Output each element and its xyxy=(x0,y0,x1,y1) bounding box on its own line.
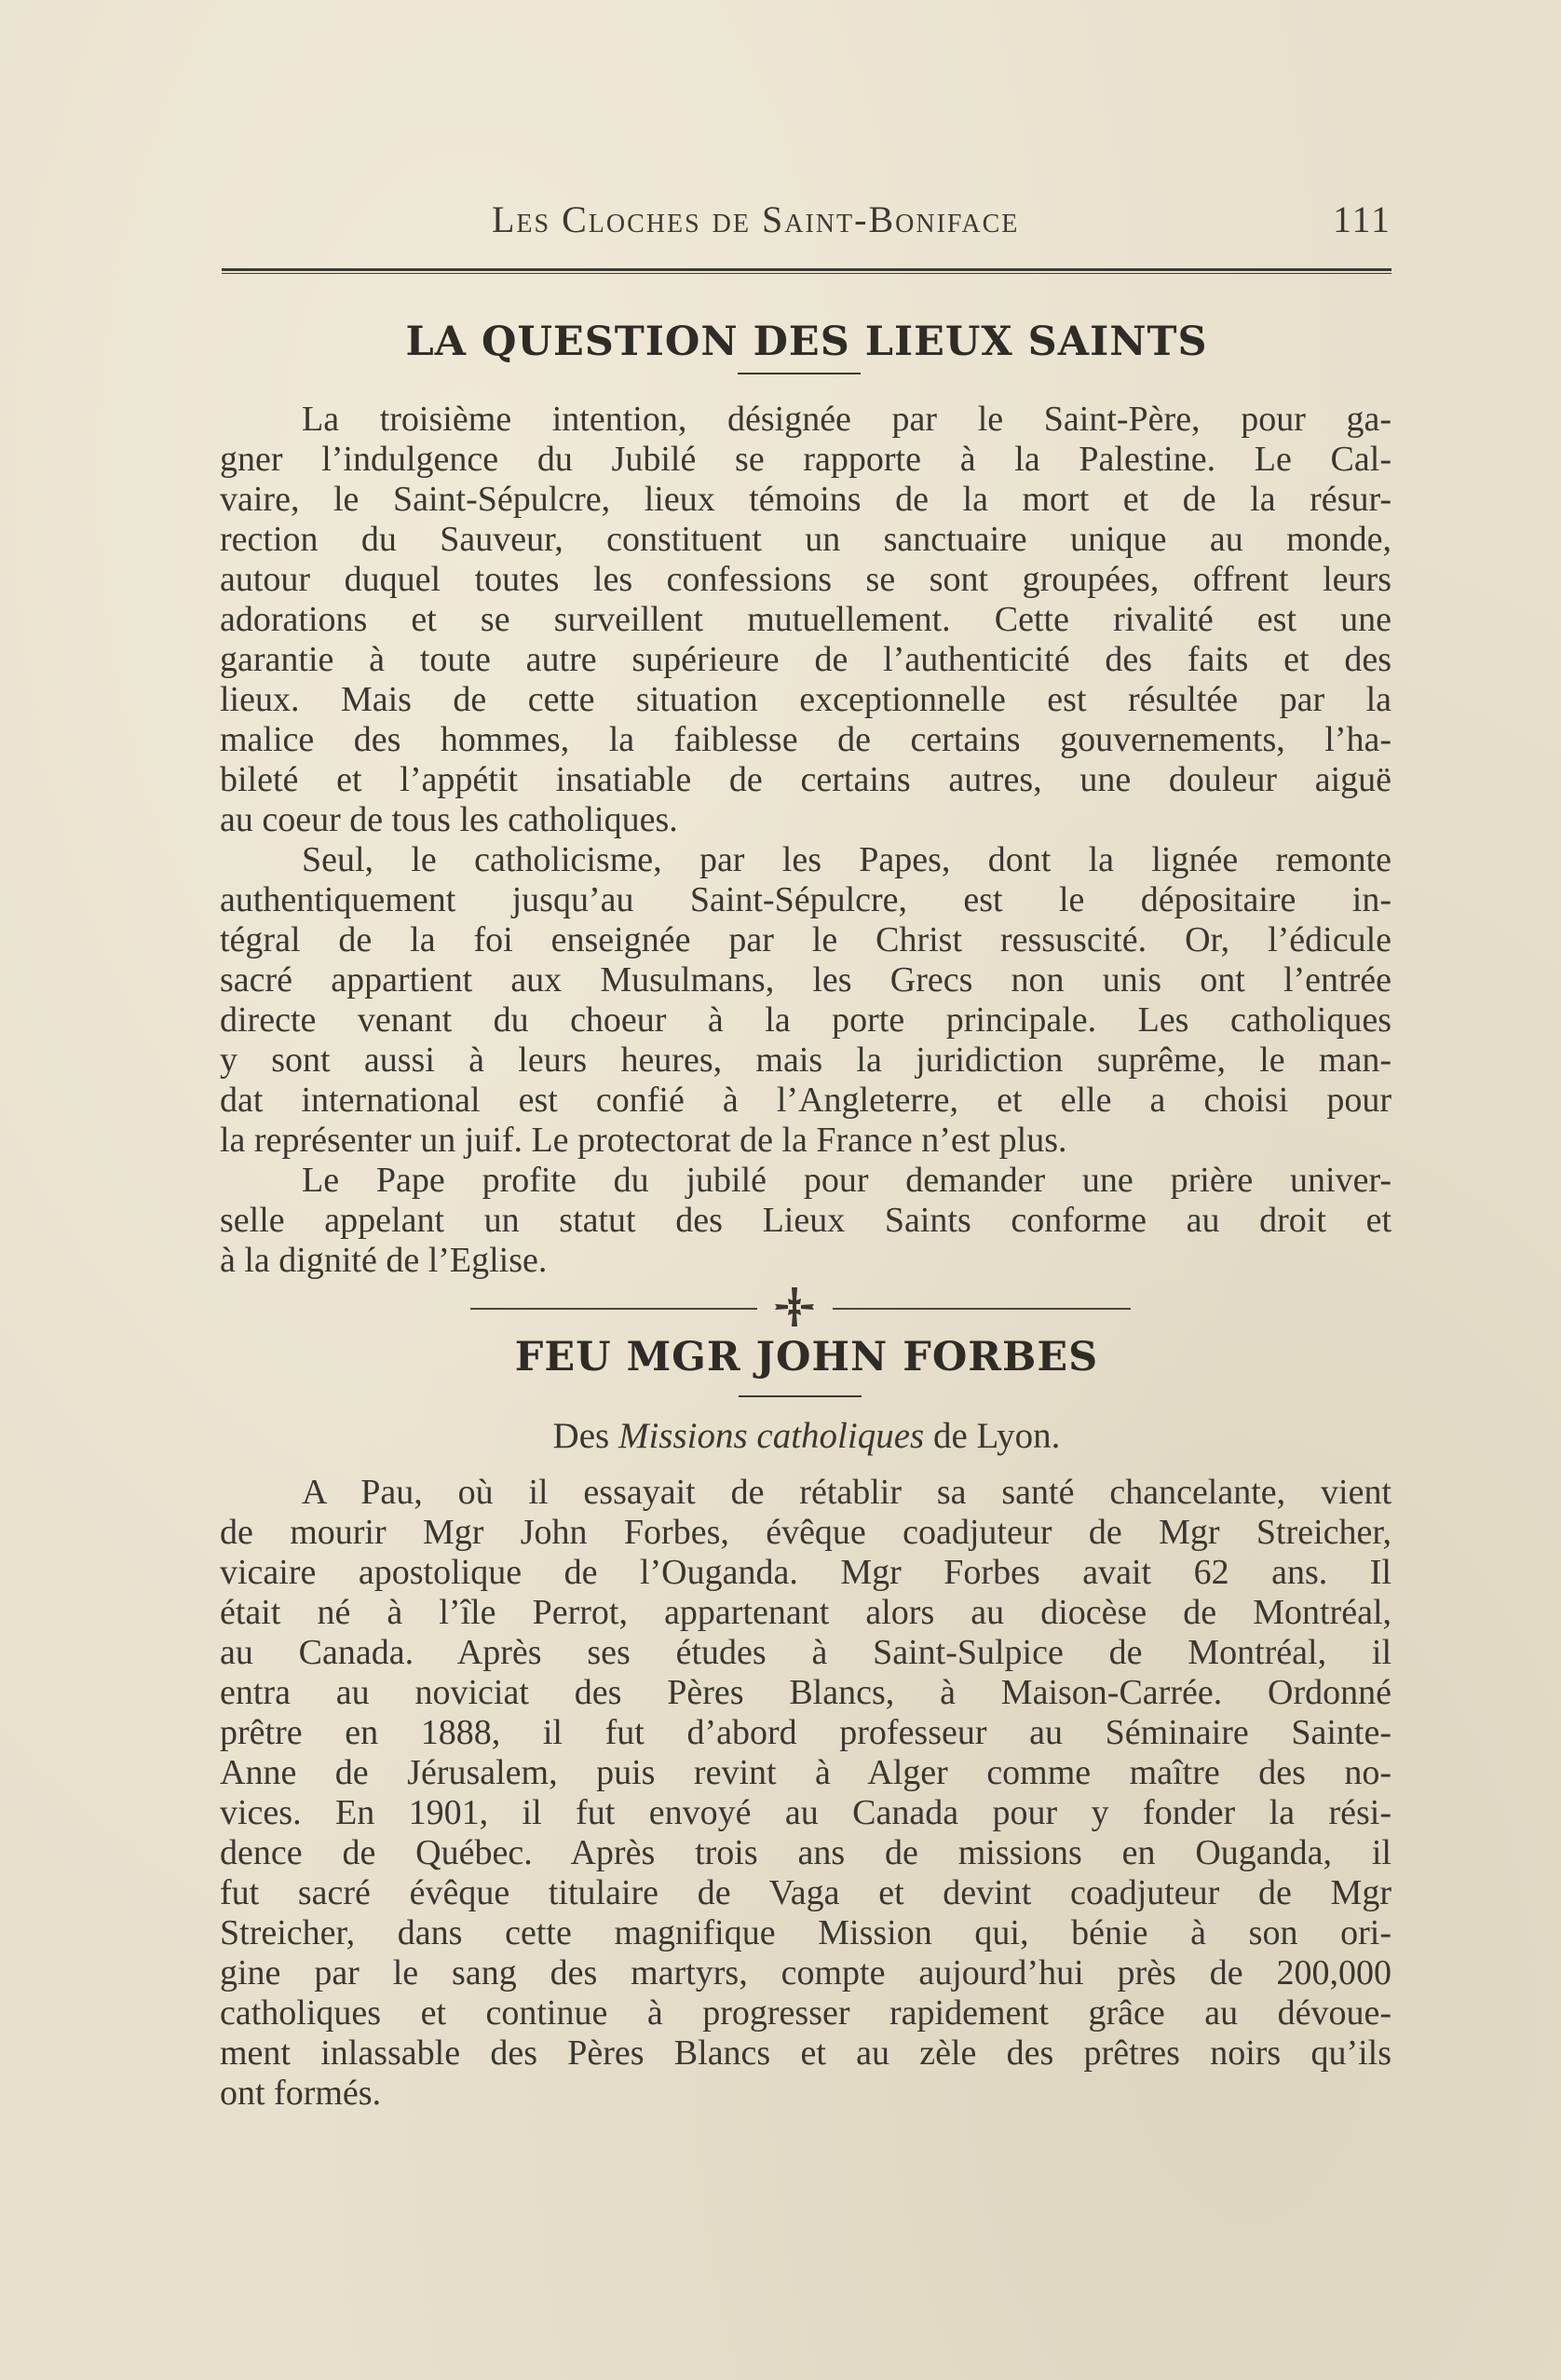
text-line: La troisième intention, désignée par le Saint-Père, pour ga- xyxy=(302,400,1391,439)
text-line: lieux. Mais de cette situation exceptionnelle est résultée par la xyxy=(220,680,1391,719)
text-line: vaire, le Saint-Sépulcre, lieux témoins de la mort et de la résur- xyxy=(220,480,1391,519)
text-line: de mourir Mgr John Forbes, évêque coadjuteur de Mgr Streicher, xyxy=(220,1513,1391,1552)
text-line: Anne de Jérusalem, puis revint à Alger comme maître des no- xyxy=(220,1753,1391,1792)
text-line: adorations et se surveillent mutuellement. Cette rivalité est une xyxy=(220,600,1391,639)
text-line: la représenter un juif. Le protectorat de la France n’est plus. xyxy=(220,1121,1067,1160)
text-line: Le Pape profite du jubilé pour demander une prière univer- xyxy=(302,1161,1391,1200)
text-line: au coeur de tous les catholiques. xyxy=(220,800,678,839)
text-line: vicaire apostolique de l’Ouganda. Mgr Forbes avait 62 ans. Il xyxy=(220,1553,1391,1592)
title-rule xyxy=(738,373,861,374)
text-line: à la dignité de l’Eglise. xyxy=(220,1241,548,1280)
text-line: tégral de la foi enseignée par le Christ ressuscité. Or, l’édicule xyxy=(220,920,1391,959)
text-line: Streicher, dans cette magnifique Mission qui, bénie à son ori- xyxy=(220,1913,1391,1952)
text-line: gner l’indulgence du Jubilé se rapporte à la Palestine. Le Cal- xyxy=(220,440,1391,479)
source-suffix: de Lyon. xyxy=(932,1416,1061,1456)
text-line: bileté et l’appétit insatiable de certains autres, une douleur aiguë xyxy=(220,760,1391,799)
section-title-john-forbes: FEU MGR JOHN FORBES xyxy=(514,1334,1099,1380)
text-line: prêtre en 1888, il fut d’abord professeur au Séminaire Sainte- xyxy=(220,1713,1391,1752)
running-header xyxy=(222,197,1391,244)
text-line: sacré appartient aux Musulmans, les Grecs non unis ont l’entrée xyxy=(220,960,1391,1000)
text-line: au Canada. Après ses études à Saint-Sulpice de Montréal, il xyxy=(220,1633,1391,1672)
source-prefix: Des xyxy=(552,1416,610,1456)
section-title-lieux-saints: LA QUESTION DES LIEUX SAINTS xyxy=(405,319,1208,365)
text-line: autour duquel toutes les confessions se sont groupées, offrent leurs xyxy=(220,560,1391,599)
source-title: Missions catholiques xyxy=(618,1416,925,1456)
text-line: garantie à toute autre supérieure de l’authenticité des faits et des xyxy=(220,640,1391,679)
text-line: fut sacré évêque titulaire de Vaga et devint coadjuteur de Mgr xyxy=(220,1873,1391,1912)
text-line: Seul, le catholicisme, par les Papes, dont la lignée remonte xyxy=(302,840,1391,879)
text-line: était né à l’île Perrot, appartenant alors au diocèse de Montréal, xyxy=(220,1593,1391,1632)
text-line: gine par le sang des martyrs, compte aujourd’hui près de 200,000 xyxy=(220,1953,1391,1992)
running-title: Les Cloches de Saint-Boniface xyxy=(492,198,1020,240)
text-line: ment inlassable des Pères Blancs et au zèle des prêtres noirs qu’ils xyxy=(220,2033,1391,2073)
cross-pattee-icon xyxy=(769,1284,820,1330)
text-line: A Pau, où il essayait de rétablir sa santé chancelante, vient xyxy=(302,1473,1391,1512)
text-line: authentiquement jusqu’au Saint-Sépulcre, est le dépositaire in- xyxy=(220,880,1391,919)
text-line: catholiques et continue à progresser rapidement grâce au dévoue- xyxy=(220,1993,1391,2033)
text-line: directe venant du choeur à la porte principale. Les catholiques xyxy=(220,1000,1391,1040)
text-line: dat international est confié à l’Angleterre, et elle a choisi pour xyxy=(220,1081,1391,1120)
text-line: vices. En 1901, il fut envoyé au Canada pour y fonder la rési- xyxy=(220,1793,1391,1832)
text-line: malice des hommes, la faiblesse de certains gouvernements, l’ha- xyxy=(220,720,1391,759)
text-line: rection du Sauveur, constituent un sanctuaire unique au monde, xyxy=(220,520,1391,559)
page-number: 111 xyxy=(1332,198,1391,240)
header-rule xyxy=(222,268,1391,274)
text-line: ont formés. xyxy=(220,2074,382,2113)
text-line: entra au noviciat des Pères Blancs, à Maison-Carrée. Ordonné xyxy=(220,1673,1391,1712)
ornament-rule-left xyxy=(470,1308,757,1310)
title-rule xyxy=(739,1395,862,1397)
text-line: selle appelant un statut des Lieux Saints conforme au droit et xyxy=(220,1201,1391,1240)
text-line: y sont aussi à leurs heures, mais la juridiction suprême, le man- xyxy=(220,1040,1391,1080)
source-attribution xyxy=(222,1416,1391,1457)
ornament-rule-right xyxy=(833,1308,1131,1310)
text-line: dence de Québec. Après trois ans de missions en Ouganda, il xyxy=(220,1833,1391,1872)
